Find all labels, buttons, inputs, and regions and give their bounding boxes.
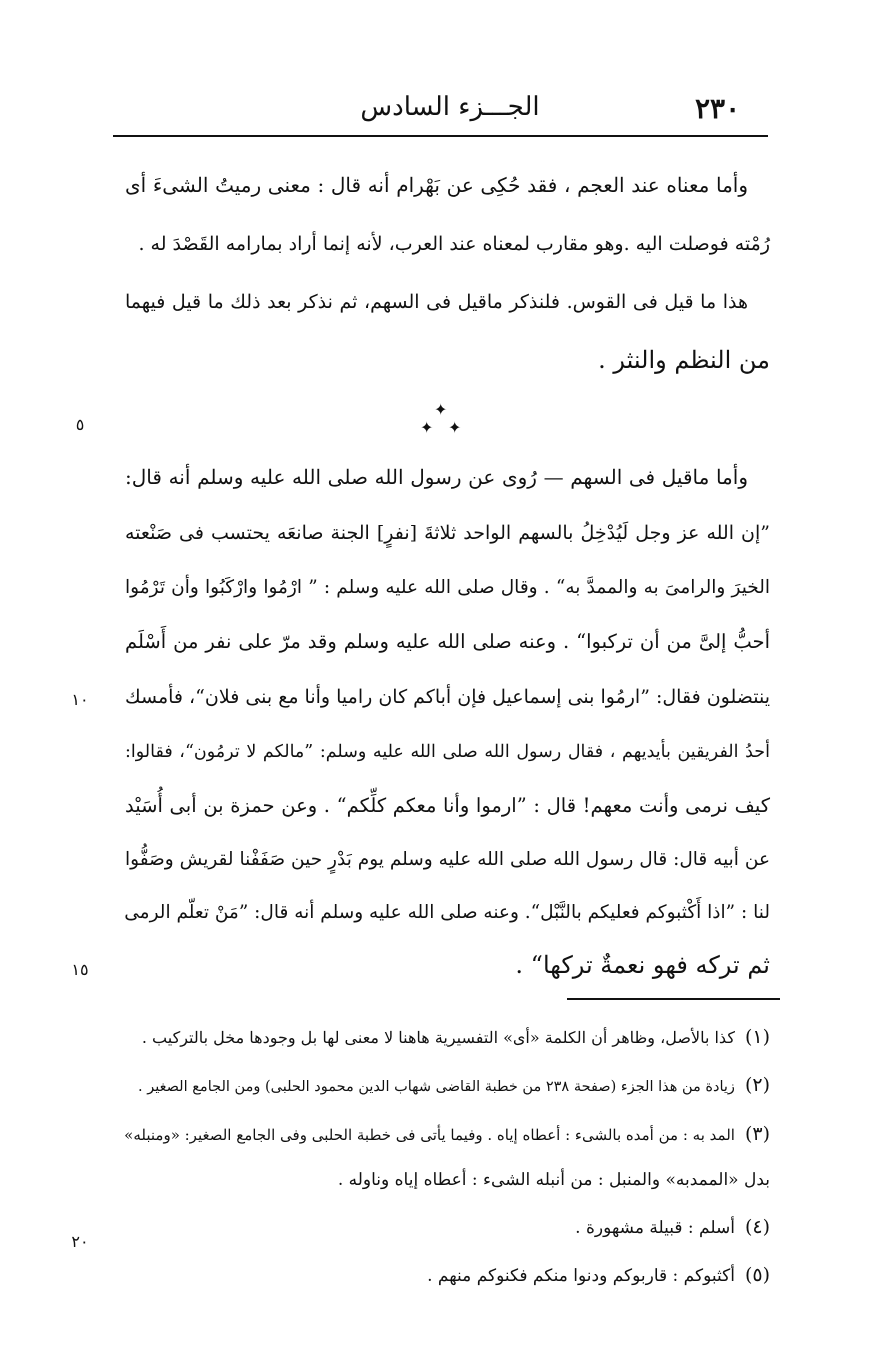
- text-line: لنا : ”اذا أَكْثبوكم فعليكم بالنَّبْل“. وعنه صلى الله عليه وسلم أنه قال: ”مَنْ تعلّم الرمى: [124, 902, 770, 923]
- margin-line-number: ١٥: [71, 960, 89, 979]
- footnote-marker: (٥): [744, 1264, 770, 1286]
- footnote: [125, 1214, 770, 1241]
- text-line: من النظم والنثر .: [598, 346, 770, 374]
- footnote: [125, 1024, 770, 1051]
- margin-line-number: ١٠: [71, 690, 89, 709]
- footnote-text: بدل «الممدبه» والمنبل : من أنبله الشىء : أعطاه إياه وناوله .: [337, 1170, 770, 1190]
- text-line: الخيرَ والرامىَ به والممدَّ به“ . وقال صلى الله عليه وسلم : ” ارْمُوا وارْكَبُوا وأن تَرْمُوا: [125, 577, 770, 598]
- text-line: ”إن الله عز وجل لَيُدْخِلُ بالسهم الواحد ثلاثةَ [نفرٍ] الجنة صانعَه يحتسب فى صَنْعته: [125, 522, 770, 544]
- footnote: [125, 1262, 770, 1289]
- footnote-text: أكثبوكم : قاربوكم ودنوا منكم فكنوكم منهم .: [427, 1266, 735, 1286]
- text-line: ينتضلون فقال: ”ارمُوا بنى إسماعيل فإن أباكم كان راميا وأنا مع بنى فلان“، فأمسك: [125, 686, 770, 708]
- text-line: أحبُّ إلىَّ من أن تركبوا“ . وعنه صلى الله عليه وسلم وقد مرّ على نفر من أَسْلَم: [125, 630, 770, 653]
- text-line: كيف نرمى وأنت معهم! قال : ”ارموا وأنا معكم كلِّكم“ . وعن حمزة بن أبى أُسَيْد: [125, 794, 770, 817]
- footnote-continuation: [125, 1167, 770, 1193]
- footnote-marker: (٢): [744, 1074, 770, 1096]
- text-line: وأما ماقيل فى السهم — رُوى عن رسول الله صلى الله عليه وسلم أنه قال:: [125, 465, 748, 489]
- text-line: ثم تركه فهو نعمةٌ تركها“ .: [515, 951, 770, 979]
- text-line: هذا ما قيل فى القوس. فلنذكر ماقيل فى السهم، ثم نذكر بعد ذلك ما قيل فيهما: [125, 291, 748, 313]
- star-ornament-icon: ✦: [434, 400, 448, 419]
- footnote-rule: [567, 998, 780, 1000]
- text-line: أحدُ الفريقين بأيديهم ، فقال رسول الله صلى الله عليه وسلم: ”مالكم لا ترمُون“، فقالوا:: [125, 742, 770, 762]
- footnote-text: أسلم : قبيلة مشهورة .: [575, 1218, 735, 1238]
- footnote: [125, 1072, 770, 1100]
- running-title: الجـــزء السادس: [360, 92, 540, 122]
- footnote-marker: (١): [744, 1026, 770, 1048]
- page-number: ٢٣٠: [695, 92, 741, 125]
- footnote-text: كذا بالأصل، وظاهر أن الكلمة «أى» التفسيرية هاهنا لا معنى لها بل وجودها مخل بالتركيب .: [141, 1028, 735, 1047]
- star-ornament-icon: ✦: [420, 418, 434, 437]
- margin-line-number: ٢٠: [71, 1232, 89, 1251]
- star-ornament-icon: ✦: [448, 418, 462, 437]
- header-rule: [113, 135, 768, 137]
- footnote-text: زيادة من هذا الجزء (صفحة ٢٣٨ من خطبة القاضى شهاب الدين محمود الحلبى) ومن الجامع الصغير .: [138, 1079, 735, 1095]
- footnote-text: المد به : من أمده بالشىء : أعطاه إياه . وفيما يأتى فى خطبة الحلبى وفى الجامع الصغير: «ومنبله»: [124, 1126, 735, 1144]
- footnote: [125, 1121, 770, 1148]
- text-line: وأما معناه عند العجم ، فقد حُكِى عن بَهْرام أنه قال : معنى رميتُ الشىءَ أى: [125, 173, 748, 197]
- text-line: عن أبيه قال: قال رسول الله صلى الله عليه وسلم يوم بَدْرٍ حين صَفَفْنا لقريش وصَفُّوا: [125, 849, 770, 870]
- footnote-marker: (٤): [744, 1216, 770, 1238]
- section-divider: [410, 402, 470, 442]
- footnote-marker: (٣): [744, 1123, 770, 1145]
- text-line: رُمْته فوصلت اليه .وهو مقارب لمعناه عند العرب، لأنه إنما أراد بمارامه القَصْدَ له .: [138, 233, 770, 255]
- margin-line-number: ٥: [75, 415, 85, 434]
